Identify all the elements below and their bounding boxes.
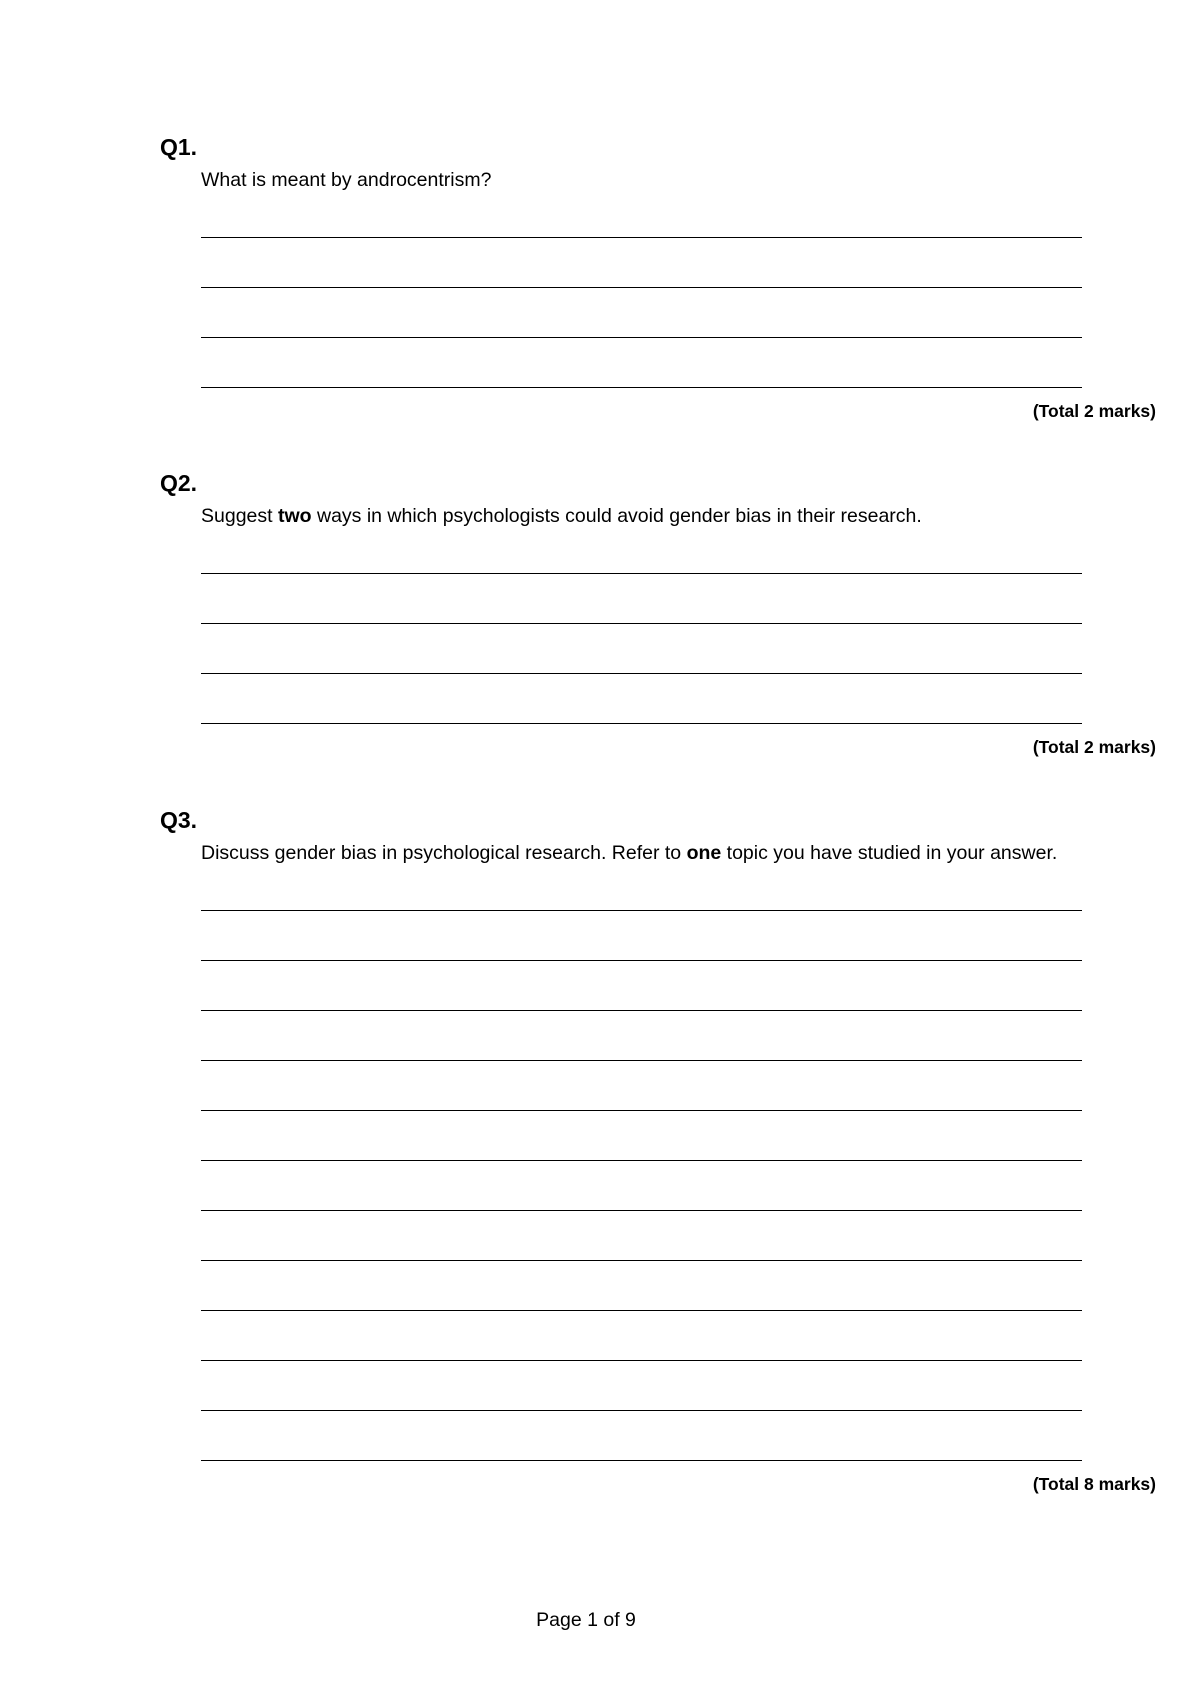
answer-line[interactable] [201,1410,1082,1411]
answer-line[interactable] [201,573,1082,574]
answer-lines [201,237,1082,388]
answer-line[interactable] [201,237,1082,238]
question-text: What is meant by androcentrism? [201,169,492,191]
answer-line[interactable] [201,673,1082,674]
answer-line[interactable] [201,1010,1082,1011]
page-footer: Page 1 of 9 [536,1609,636,1631]
question-text: Suggest two ways in which psychologists could avoid gender bias in their research. [201,505,922,527]
answer-lines [201,910,1082,1461]
question-1 [160,133,1156,422]
answer-line[interactable] [201,1260,1082,1261]
answer-line[interactable] [201,723,1082,724]
answer-line[interactable] [201,910,1082,911]
total-marks: (Total 2 marks) [1032,401,1156,421]
answer-line[interactable] [201,1110,1082,1111]
total-marks: (Total 8 marks) [1032,1474,1156,1494]
answer-line[interactable] [201,1160,1082,1161]
question-3 [160,806,1156,1495]
question-number: Q3. [160,807,198,833]
answer-line[interactable] [201,960,1082,961]
answer-lines [201,573,1082,724]
answer-line[interactable] [201,1310,1082,1311]
answer-line[interactable] [201,1060,1082,1061]
answer-line[interactable] [201,337,1082,338]
answer-line[interactable] [201,287,1082,288]
answer-line[interactable] [201,387,1082,388]
answer-line[interactable] [201,623,1082,624]
question-number: Q1. [160,134,198,160]
question-number: Q2. [160,470,198,496]
question-text: Discuss gender bias in psychological research. Refer to one topic you have studied in your answer. [201,842,1058,864]
question-2 [160,469,1156,758]
answer-line[interactable] [201,1360,1082,1361]
answer-line[interactable] [201,1460,1082,1461]
answer-line[interactable] [201,1210,1082,1211]
total-marks: (Total 2 marks) [1032,737,1156,757]
